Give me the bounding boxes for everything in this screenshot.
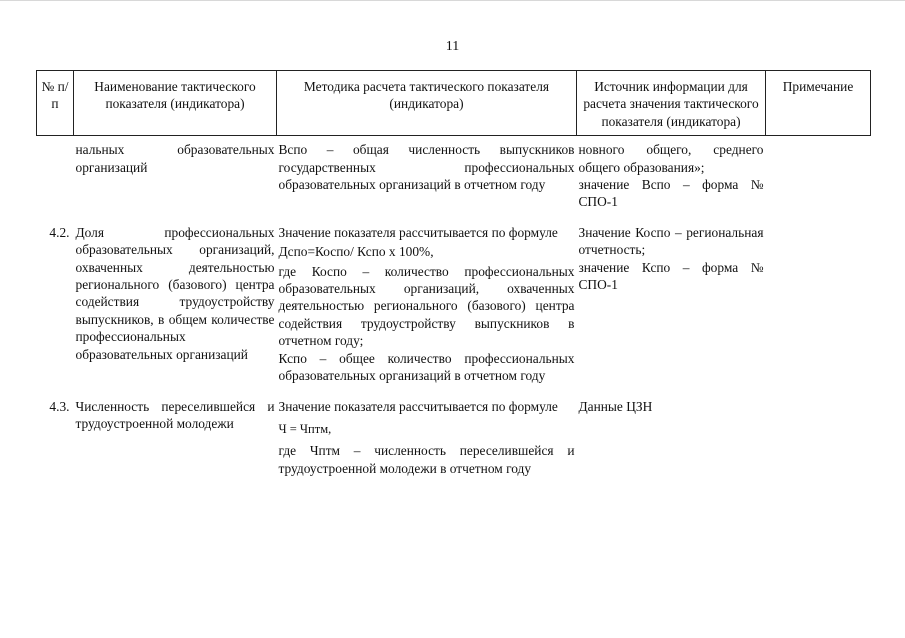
source-text: Значение Коспо – региональная отчетность; [578, 224, 764, 258]
indicator-method [277, 211, 577, 385]
row-number: 4.2. [49, 224, 70, 240]
page-top-rule [0, 0, 905, 1]
indicator-source [577, 385, 766, 478]
page-number: 11 [445, 39, 460, 54]
indicator-method [277, 136, 577, 211]
table-row [37, 136, 871, 211]
indicator-note [766, 211, 871, 385]
indicator-name: Доля профессиональных образовательных организаций, охваченных деятельностью регионального (базового) центра содействия трудоустройству выпускников, в общем количестве профессиональных образовательных организаций [75, 224, 275, 362]
row-number: 4.3. [49, 398, 70, 414]
method-intro: Значение показателя рассчитывается по формуле [278, 224, 558, 240]
source-text: новного общего, среднего общего образования»; [578, 142, 764, 175]
header-source: Источник информации для расчета значения тактического показателя (индикатора) [577, 71, 766, 136]
method-intro: Значение показателя рассчитывается по формуле [278, 398, 558, 414]
source-text: Данные ЦЗН [578, 398, 653, 414]
indicators-table [36, 70, 871, 477]
indicator-note [766, 136, 871, 211]
method-text: Вспо – общая численность выпускников государственных профессиональных образовательных организаций в отчетном году [278, 142, 575, 193]
indicator-name: Численность переселившейся и трудоустроенной молодежи [75, 398, 275, 431]
indicator-note [766, 385, 871, 478]
indicator-source [577, 211, 766, 385]
header-method: Методика расчета тактического показателя (индикатора) [277, 71, 577, 136]
row-number [37, 136, 74, 211]
header-name: Наименование тактического показателя (индикатора) [74, 71, 277, 136]
method-text: где Чптм – численность переселившейся и трудоустроенной молодежи в отчетном году [278, 443, 575, 476]
method-formula: Ч = Чптм, [278, 421, 332, 436]
header-note: Примечание [766, 71, 871, 136]
source-text: значение Кспо – форма № СПО-1 [578, 259, 764, 293]
method-text: где Коспо – количество профессиональных образовательных организаций, охваченных деятельностью регионального (базового) центра содействия трудоустройству выпускников в отчетном году; [278, 263, 575, 349]
indicator-source [577, 136, 766, 211]
source-text: значение Вспо – форма № СПО-1 [578, 177, 764, 210]
method-formula: Дспо=Коспо/ Кспо х 100%, [278, 244, 434, 260]
method-text: Кспо – общее количество профессиональных образовательных организаций в отчетном году [278, 350, 575, 384]
indicator-method [277, 385, 577, 478]
table-row [37, 211, 871, 385]
table-row [37, 385, 871, 478]
indicator-name: нальных образовательных организаций [75, 142, 275, 175]
table-header [37, 71, 871, 136]
header-num: № п/п [37, 71, 74, 136]
